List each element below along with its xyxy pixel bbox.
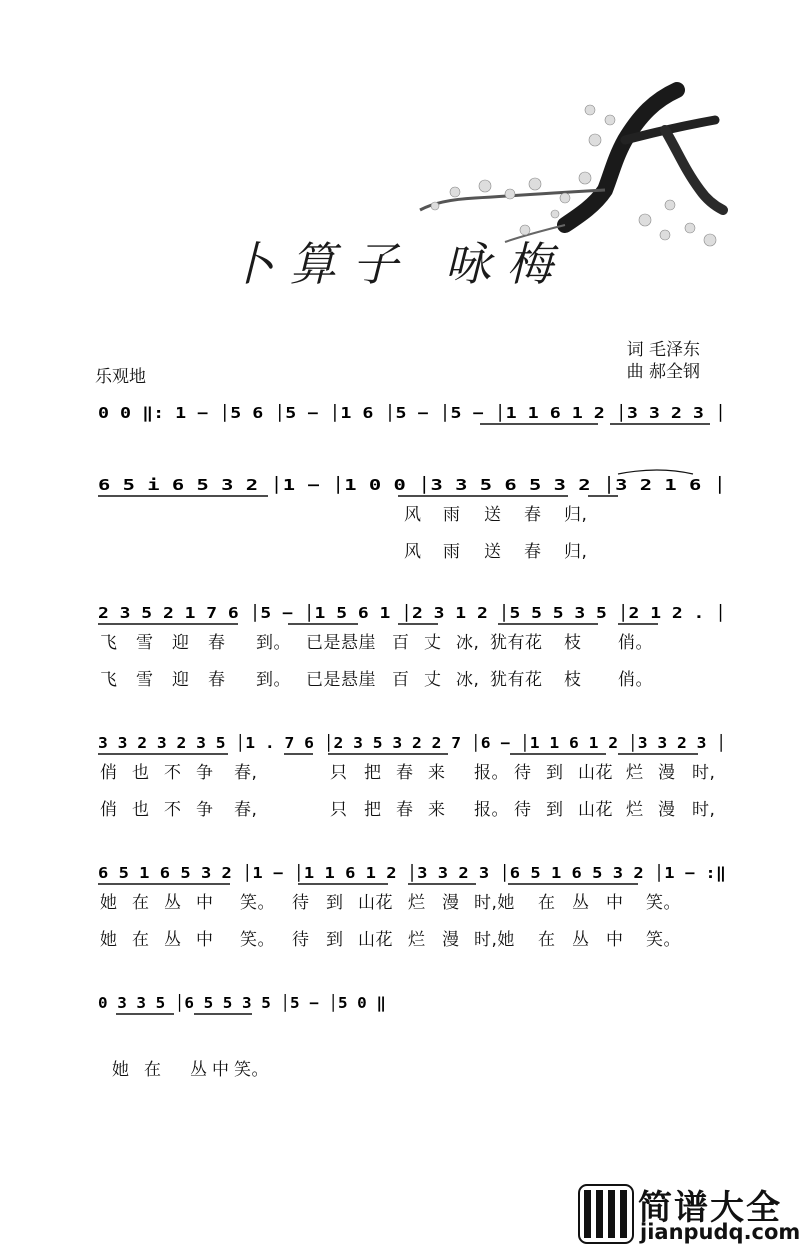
lyric-char: 山花 <box>358 930 393 950</box>
notation-text: 3 3 2 3 2 3 5 │1 . 7 6 │2 3 5 3 2 2 7 │6 − │1 1 6 1 2 │3 3 2 3 │ <box>98 734 676 752</box>
lyric-line-5b <box>98 925 728 949</box>
lyric-char: 枝 <box>564 670 582 690</box>
lyric-char: 她 <box>112 1060 130 1080</box>
lyric-char: 不 <box>164 763 182 783</box>
lyric-char: 到 <box>546 763 564 783</box>
lyric-line-6 <box>112 1055 742 1079</box>
lyric-char: 在 <box>132 930 150 950</box>
notation-text: 6 5 i 6 5 3 2 │1 − │1 0 0 │3 3 5 6 5 3 2 │3 2 1 6 │ <box>98 476 559 494</box>
lyric-char: 山花 <box>578 763 613 783</box>
lyric-char: 已是悬崖 <box>306 633 376 653</box>
lyric-char: 犹有花 <box>490 633 543 653</box>
lyric-char: 时,她 <box>474 893 515 913</box>
lyric-char: 待 <box>514 800 532 820</box>
lyric-char: 已是悬崖 <box>306 670 376 690</box>
lyric-char: 来 <box>428 800 446 820</box>
lyric-line-5a <box>98 888 728 912</box>
lyric-char: 迎 <box>172 633 190 653</box>
lyric-char: 在 <box>538 893 556 913</box>
lyric-char: 风 <box>404 542 422 562</box>
lyric-char: 中 <box>606 930 624 950</box>
lyric-char: 丛 <box>572 893 590 913</box>
lyric-char: 把 <box>364 763 382 783</box>
lyric-char: 待 <box>292 930 310 950</box>
lyric-char: 枝 <box>564 633 582 653</box>
lyric-char: 她 <box>100 930 118 950</box>
lyric-char: 笑。 <box>234 1060 269 1080</box>
lyric-char: 中 <box>196 930 214 950</box>
lyric-char: 飞 <box>100 670 118 690</box>
lyric-char: 俏。 <box>618 633 653 653</box>
lyric-char: 争 <box>196 763 214 783</box>
lyric-char: 到 <box>546 800 564 820</box>
lyric-char: 丛 <box>164 930 182 950</box>
lyric-char: 归, <box>564 542 588 562</box>
lyric-char: 中 <box>606 893 624 913</box>
lyric-char: 时, <box>692 800 716 820</box>
tempo-marking: 乐观地 <box>95 367 146 387</box>
lyric-char: 烂 <box>408 893 426 913</box>
lyric-char: 只 <box>330 800 348 820</box>
lyric-line-4a <box>98 758 728 782</box>
notation-line-5 <box>98 858 728 888</box>
lyric-line-3b <box>98 665 728 689</box>
notation-line-4 <box>98 728 728 758</box>
lyric-char: 笑。 <box>646 930 681 950</box>
lyric-char: 百 <box>392 670 410 690</box>
lyric-char: 丛 <box>190 1060 208 1080</box>
lyric-line-3a <box>98 628 728 652</box>
lyric-char: 只 <box>330 763 348 783</box>
lyric-char: 烂 <box>408 930 426 950</box>
lyric-char: 在 <box>144 1060 162 1080</box>
lyric-char: 时,她 <box>474 930 515 950</box>
lyric-char: 中 <box>212 1060 230 1080</box>
lyric-char: 春, <box>234 763 258 783</box>
notation-text: 6 5 1 6 5 3 2 │1 − │1 1 6 1 2 │3 3 2 3 │6 5 1 6 5 3 2 │1 − :‖ <box>98 864 649 882</box>
lyric-char: 漫 <box>442 893 460 913</box>
lyric-char: 来 <box>428 763 446 783</box>
lyric-char: 待 <box>514 763 532 783</box>
lyric-char: 到 <box>326 930 344 950</box>
lyric-line-2b <box>98 537 728 561</box>
lyric-char: 漫 <box>658 800 676 820</box>
lyric-char: 在 <box>538 930 556 950</box>
notation-text: 0 0 ‖: 1 − │5 6 │5 − │1 6 │5 − │5 − │1 1 6 1 2 │3 3 2 3 │ <box>98 404 613 422</box>
lyric-char: 不 <box>164 800 182 820</box>
lyric-char: 俏。 <box>618 670 653 690</box>
lyric-char: 山花 <box>358 893 393 913</box>
lyric-char: 丛 <box>572 930 590 950</box>
lyric-char: 报。 <box>474 800 509 820</box>
notation-text: 0 3 3 5 │6 5 5 3 5 │5 − │5 0 ‖ <box>98 994 369 1012</box>
lyric-char: 春 <box>524 542 542 562</box>
lyric-char: 到。 <box>256 670 291 690</box>
lyric-char: 送 <box>484 505 502 525</box>
notation-line-2 <box>98 470 728 500</box>
lyric-line-4b <box>98 795 728 819</box>
watermark-chinese: 简谱大全 <box>638 1188 782 1228</box>
lyric-char: 她 <box>100 893 118 913</box>
lyric-char: 丛 <box>164 893 182 913</box>
lyric-char: 待 <box>292 893 310 913</box>
notation-line-6 <box>98 988 388 1018</box>
lyric-char: 中 <box>196 893 214 913</box>
notation-line-1 <box>98 398 728 428</box>
lyric-char: 烂 <box>626 763 644 783</box>
lyric-char: 春 <box>396 800 414 820</box>
lyric-char: 到 <box>326 893 344 913</box>
piano-keys-icon <box>578 1184 634 1244</box>
notation-text: 2 3 5 2 1 7 6 │5 − │1 5 6 1 │2 3 1 2 │5 5 5 3 5 │2 1 2 . │ <box>98 604 622 622</box>
lyric-line-2a <box>98 500 728 524</box>
site-watermark <box>578 1180 800 1250</box>
lyric-char: 漫 <box>442 930 460 950</box>
lyric-char: 也 <box>132 800 150 820</box>
lyric-char: 百 <box>392 633 410 653</box>
lyric-char: 在 <box>132 893 150 913</box>
lyricist-credit: 词 毛泽东 <box>626 340 700 360</box>
lyric-char: 烂 <box>626 800 644 820</box>
lyric-char: 丈 <box>424 670 442 690</box>
lyric-char: 春 <box>524 505 542 525</box>
lyric-char: 报。 <box>474 763 509 783</box>
lyric-char: 也 <box>132 763 150 783</box>
watermark-url: jianpudq.com <box>640 1220 800 1244</box>
lyric-char: 风 <box>404 505 422 525</box>
lyric-char: 把 <box>364 800 382 820</box>
lyric-char: 飞 <box>100 633 118 653</box>
lyric-char: 春 <box>396 763 414 783</box>
lyric-char: 冰, <box>456 633 480 653</box>
notation-line-3 <box>98 598 728 628</box>
lyric-char: 笑。 <box>240 930 275 950</box>
lyric-char: 送 <box>484 542 502 562</box>
lyric-char: 雨 <box>443 542 461 562</box>
lyric-char: 雪 <box>136 670 154 690</box>
lyric-char: 丈 <box>424 633 442 653</box>
lyric-char: 雪 <box>136 633 154 653</box>
lyric-char: 归, <box>564 505 588 525</box>
lyric-char: 漫 <box>658 763 676 783</box>
lyric-char: 迎 <box>172 670 190 690</box>
lyric-char: 时, <box>692 763 716 783</box>
lyric-char: 争 <box>196 800 214 820</box>
lyric-char: 冰, <box>456 670 480 690</box>
lyric-char: 俏 <box>100 800 118 820</box>
composer-credit: 曲 郝全钢 <box>626 362 700 382</box>
lyric-char: 犹有花 <box>490 670 543 690</box>
song-title: 卜算子 咏梅 <box>228 237 569 291</box>
lyric-char: 春 <box>208 670 226 690</box>
lyric-char: 俏 <box>100 763 118 783</box>
lyric-char: 笑。 <box>240 893 275 913</box>
lyric-char: 春, <box>234 800 258 820</box>
lyric-char: 山花 <box>578 800 613 820</box>
lyric-char: 雨 <box>443 505 461 525</box>
lyric-char: 笑。 <box>646 893 681 913</box>
lyric-char: 春 <box>208 633 226 653</box>
lyric-char: 到。 <box>256 633 291 653</box>
